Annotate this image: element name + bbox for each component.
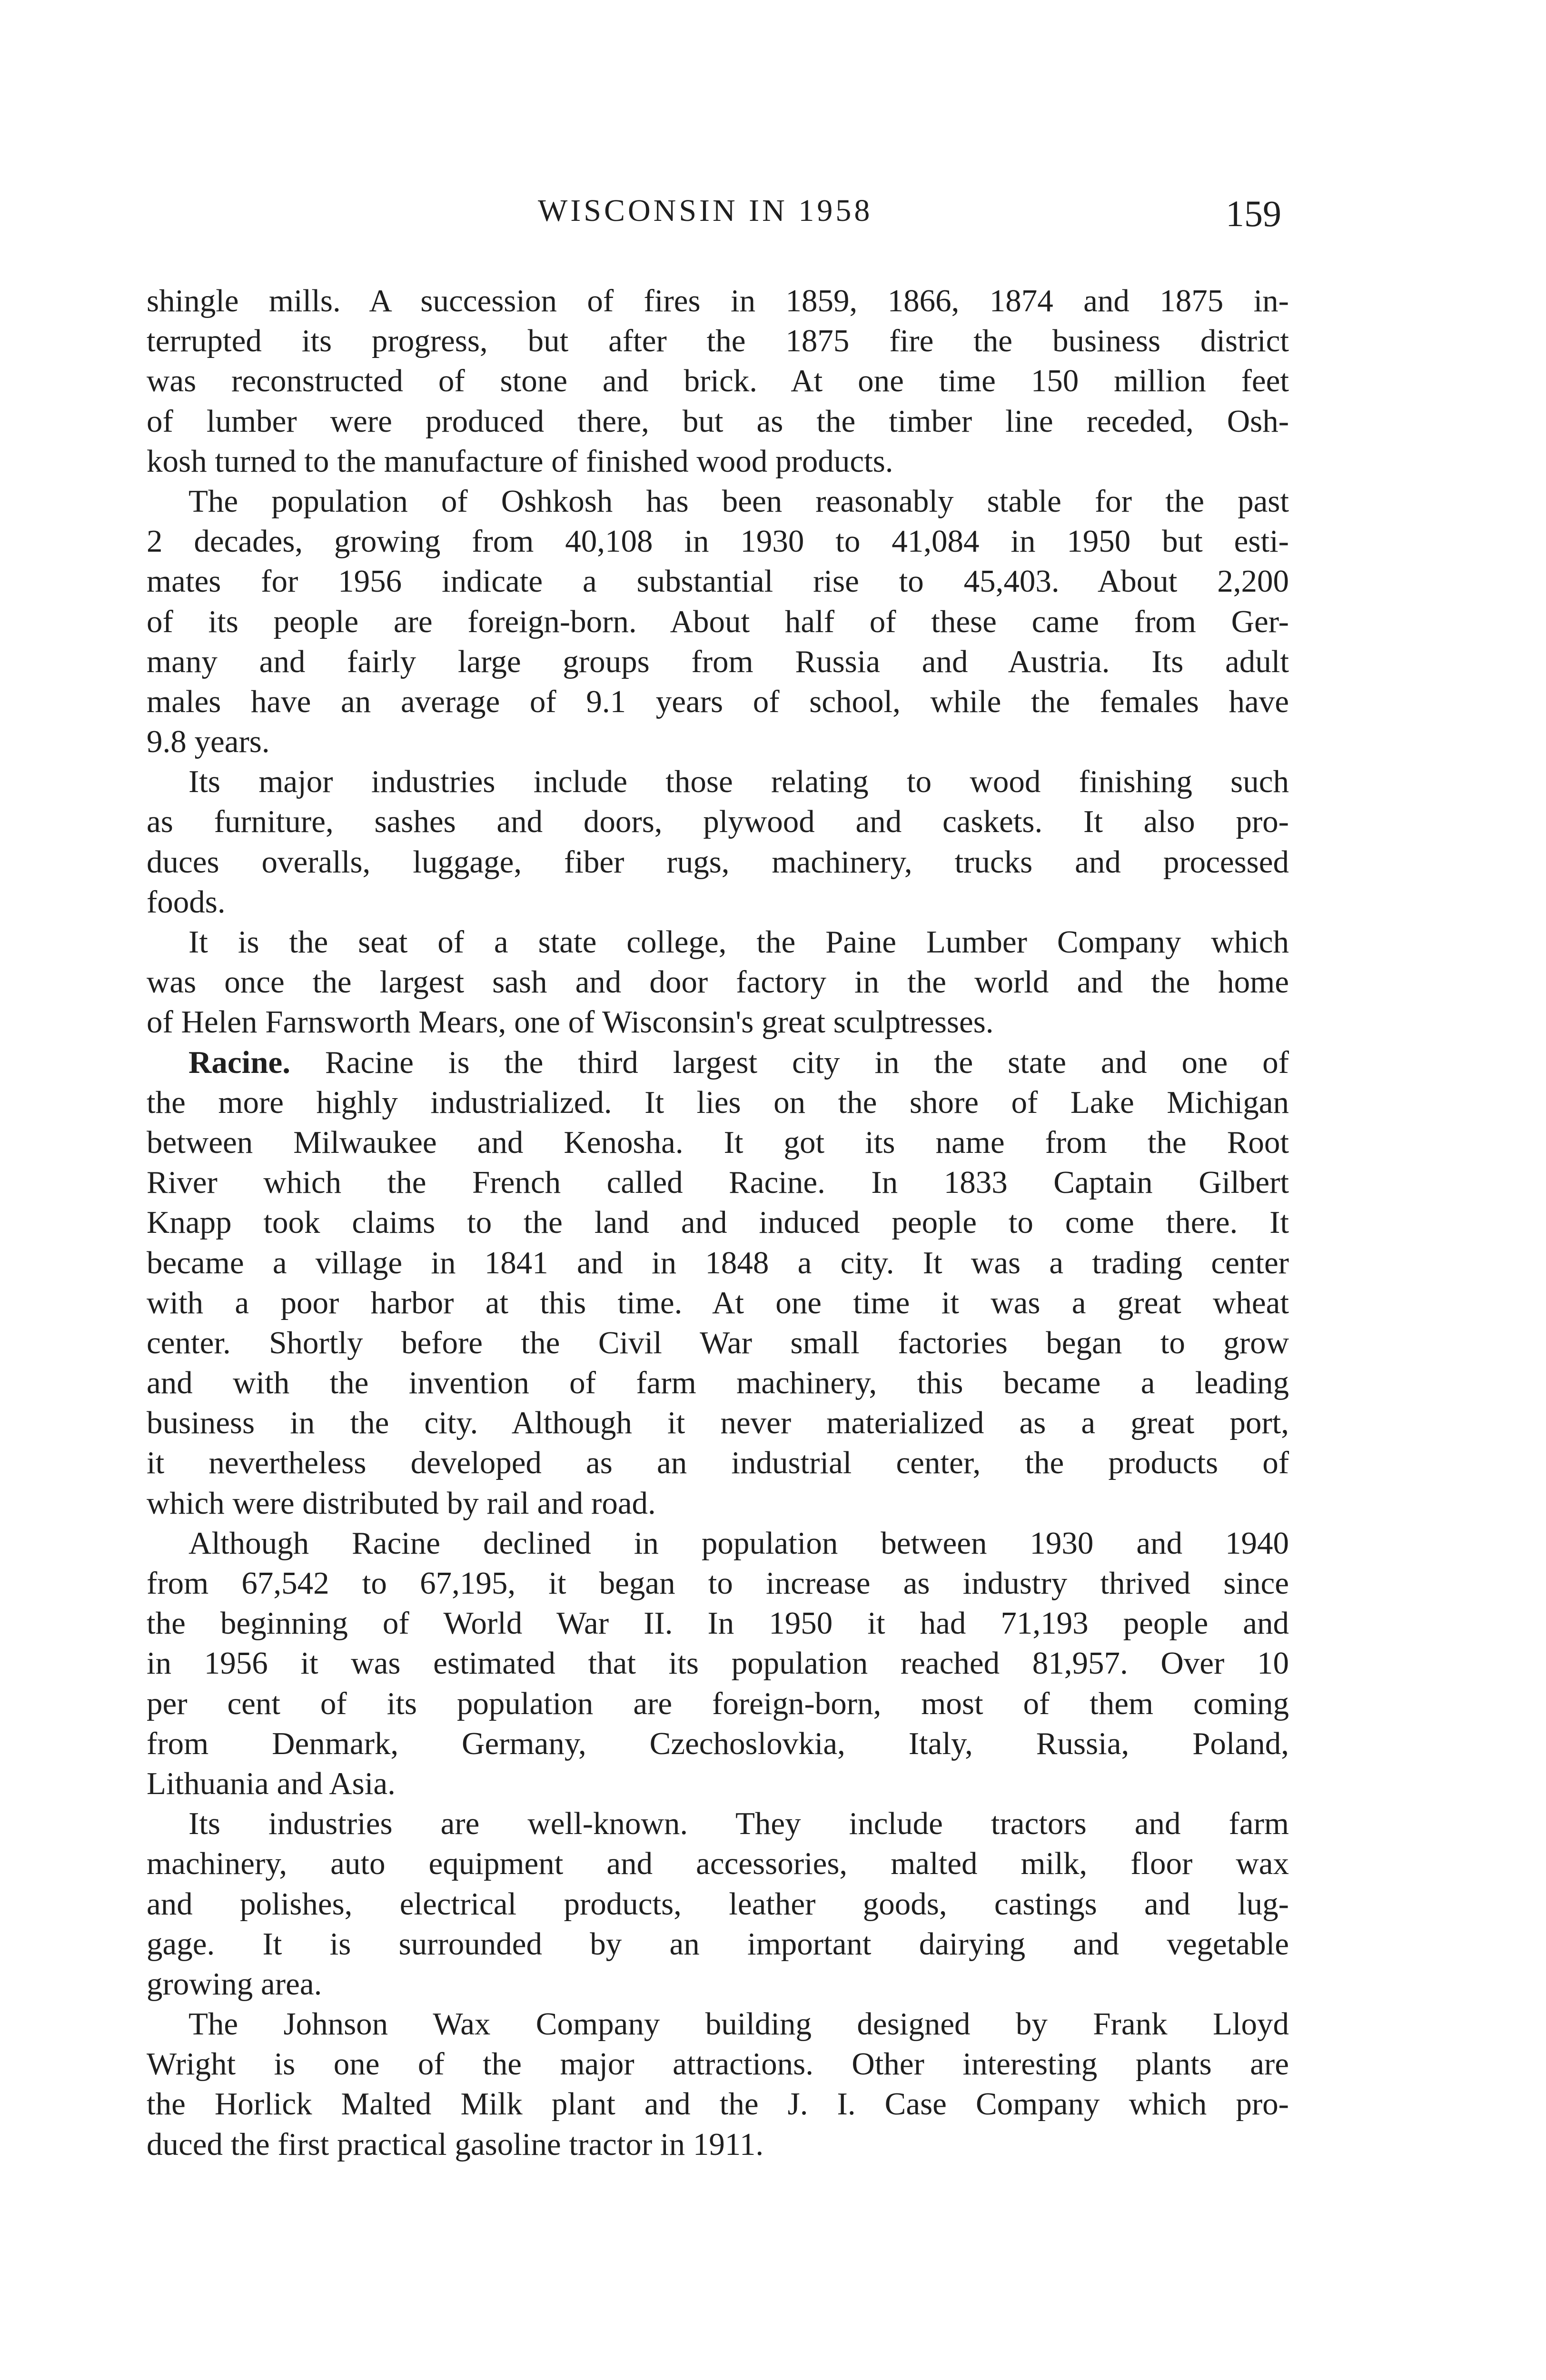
paragraph xyxy=(147,762,1289,922)
text-line: per cent of its population are foreign-born, most of them coming xyxy=(147,1686,1289,1721)
text-line: center. Shortly before the Civil War small factories began to grow xyxy=(147,1325,1289,1360)
text-line: gage. It is surrounded by an important dairying and vegetable xyxy=(147,1926,1289,1962)
text-line: Wright is one of the major attractions. Other interesting plants are xyxy=(147,2046,1289,2082)
text-line: between Milwaukee and Kenosha. It got its name from the Root xyxy=(147,1124,1289,1160)
text-line: foods. xyxy=(147,884,226,920)
text-line: growing area. xyxy=(147,1966,322,2002)
text-line: from Denmark, Germany, Czechoslovkia, Italy, Russia, Poland, xyxy=(147,1726,1289,1761)
paragraph xyxy=(147,922,1289,1042)
text-line: River which the French called Racine. In 1833 Captain Gilbert xyxy=(147,1165,1289,1200)
text-line: became a village in 1841 and in 1848 a city. It was a trading center xyxy=(147,1245,1289,1280)
text-line: duced the first practical gasoline tractor in 1911. xyxy=(147,2126,764,2162)
text-line: of lumber were produced there, but as the timber line receded, Osh- xyxy=(147,403,1289,439)
text-line: The Johnson Wax Company building designed by Frank Lloyd xyxy=(188,2006,1289,2042)
paragraph xyxy=(147,481,1289,762)
run-in-heading: Racine. xyxy=(188,1044,290,1080)
text-line: in 1956 it was estimated that its population reached 81,957. Over 10 xyxy=(147,1646,1289,1681)
text-line: It is the seat of a state college, the Paine Lumber Company which xyxy=(188,924,1289,960)
text-line: many and fairly large groups from Russia and Austria. Its adult xyxy=(147,644,1289,679)
running-head: WISCONSIN IN 1958 xyxy=(538,193,873,228)
text-line xyxy=(147,1042,1289,1082)
text-line: and with the invention of farm machinery, this became a leading xyxy=(147,1365,1289,1401)
text-line: Lithuania and Asia. xyxy=(147,1765,396,1801)
text-line: Its industries are well-known. They include tractors and farm xyxy=(188,1806,1289,1842)
text-line: and polishes, electrical products, leather goods, castings and lug- xyxy=(147,1886,1289,1922)
paragraph xyxy=(147,1042,1289,1523)
text-line: was reconstructed of stone and brick. At one time 150 million feet xyxy=(147,363,1289,399)
text-line: Although Racine declined in population between 1930 and 1940 xyxy=(188,1525,1289,1561)
text-line: Its major industries include those relating to wood finishing such xyxy=(188,764,1289,800)
body-text xyxy=(147,281,1289,2164)
text-line: terrupted its progress, but after the 1875 fire the business district xyxy=(147,323,1289,359)
text-line: kosh turned to the manufacture of finished wood products. xyxy=(147,443,893,479)
text-line: 2 decades, growing from 40,108 in 1930 to 41,084 in 1950 but esti- xyxy=(147,524,1289,559)
text-line-rest: Racine is the third largest city in the state and one of xyxy=(290,1044,1289,1080)
text-line: of its people are foreign-born. About half of these came from Ger- xyxy=(147,604,1289,639)
text-line: 9.8 years. xyxy=(147,724,270,760)
text-line: as furniture, sashes and doors, plywood and caskets. It also pro- xyxy=(147,804,1289,840)
text-line: of Helen Farnsworth Mears, one of Wisconsin's great sculptresses. xyxy=(147,1004,994,1040)
text-line: the more highly industrialized. It lies on the shore of Lake Michigan xyxy=(147,1084,1289,1120)
paragraph xyxy=(147,1804,1289,2004)
page-number: 159 xyxy=(1226,193,1281,234)
text-line: business in the city. Although it never materialized as a great port, xyxy=(147,1405,1289,1441)
text-line: which were distributed by rail and road. xyxy=(147,1485,656,1521)
paragraph xyxy=(147,1523,1289,1804)
text-line: from 67,542 to 67,195, it began to increase as industry thrived since xyxy=(147,1566,1289,1601)
paragraph xyxy=(147,281,1289,481)
paragraph xyxy=(147,2004,1289,2164)
text-line: the Horlick Malted Milk plant and the J. I. Case Company which pro- xyxy=(147,2086,1289,2122)
text-line: with a poor harbor at this time. At one time it was a great wheat xyxy=(147,1285,1289,1320)
text-line: was once the largest sash and door factory in the world and the home xyxy=(147,964,1289,1000)
text-line: machinery, auto equipment and accessories, malted milk, floor wax xyxy=(147,1846,1289,1882)
text-line: duces overalls, luggage, fiber rugs, machinery, trucks and processed xyxy=(147,844,1289,880)
text-line: mates for 1956 indicate a substantial rise to 45,403. About 2,200 xyxy=(147,564,1289,599)
text-line: The population of Oshkosh has been reasonably stable for the past xyxy=(188,483,1289,519)
text-line: Knapp took claims to the land and induced people to come there. It xyxy=(147,1205,1289,1240)
text-line: it nevertheless developed as an industrial center, the products of xyxy=(147,1445,1289,1481)
text-line: males have an average of 9.1 years of school, while the females have xyxy=(147,684,1289,719)
text-line: shingle mills. A succession of fires in 1859, 1866, 1874 and 1875 in- xyxy=(147,283,1289,318)
text-line: the beginning of World War II. In 1950 it had 71,193 people and xyxy=(147,1606,1289,1641)
